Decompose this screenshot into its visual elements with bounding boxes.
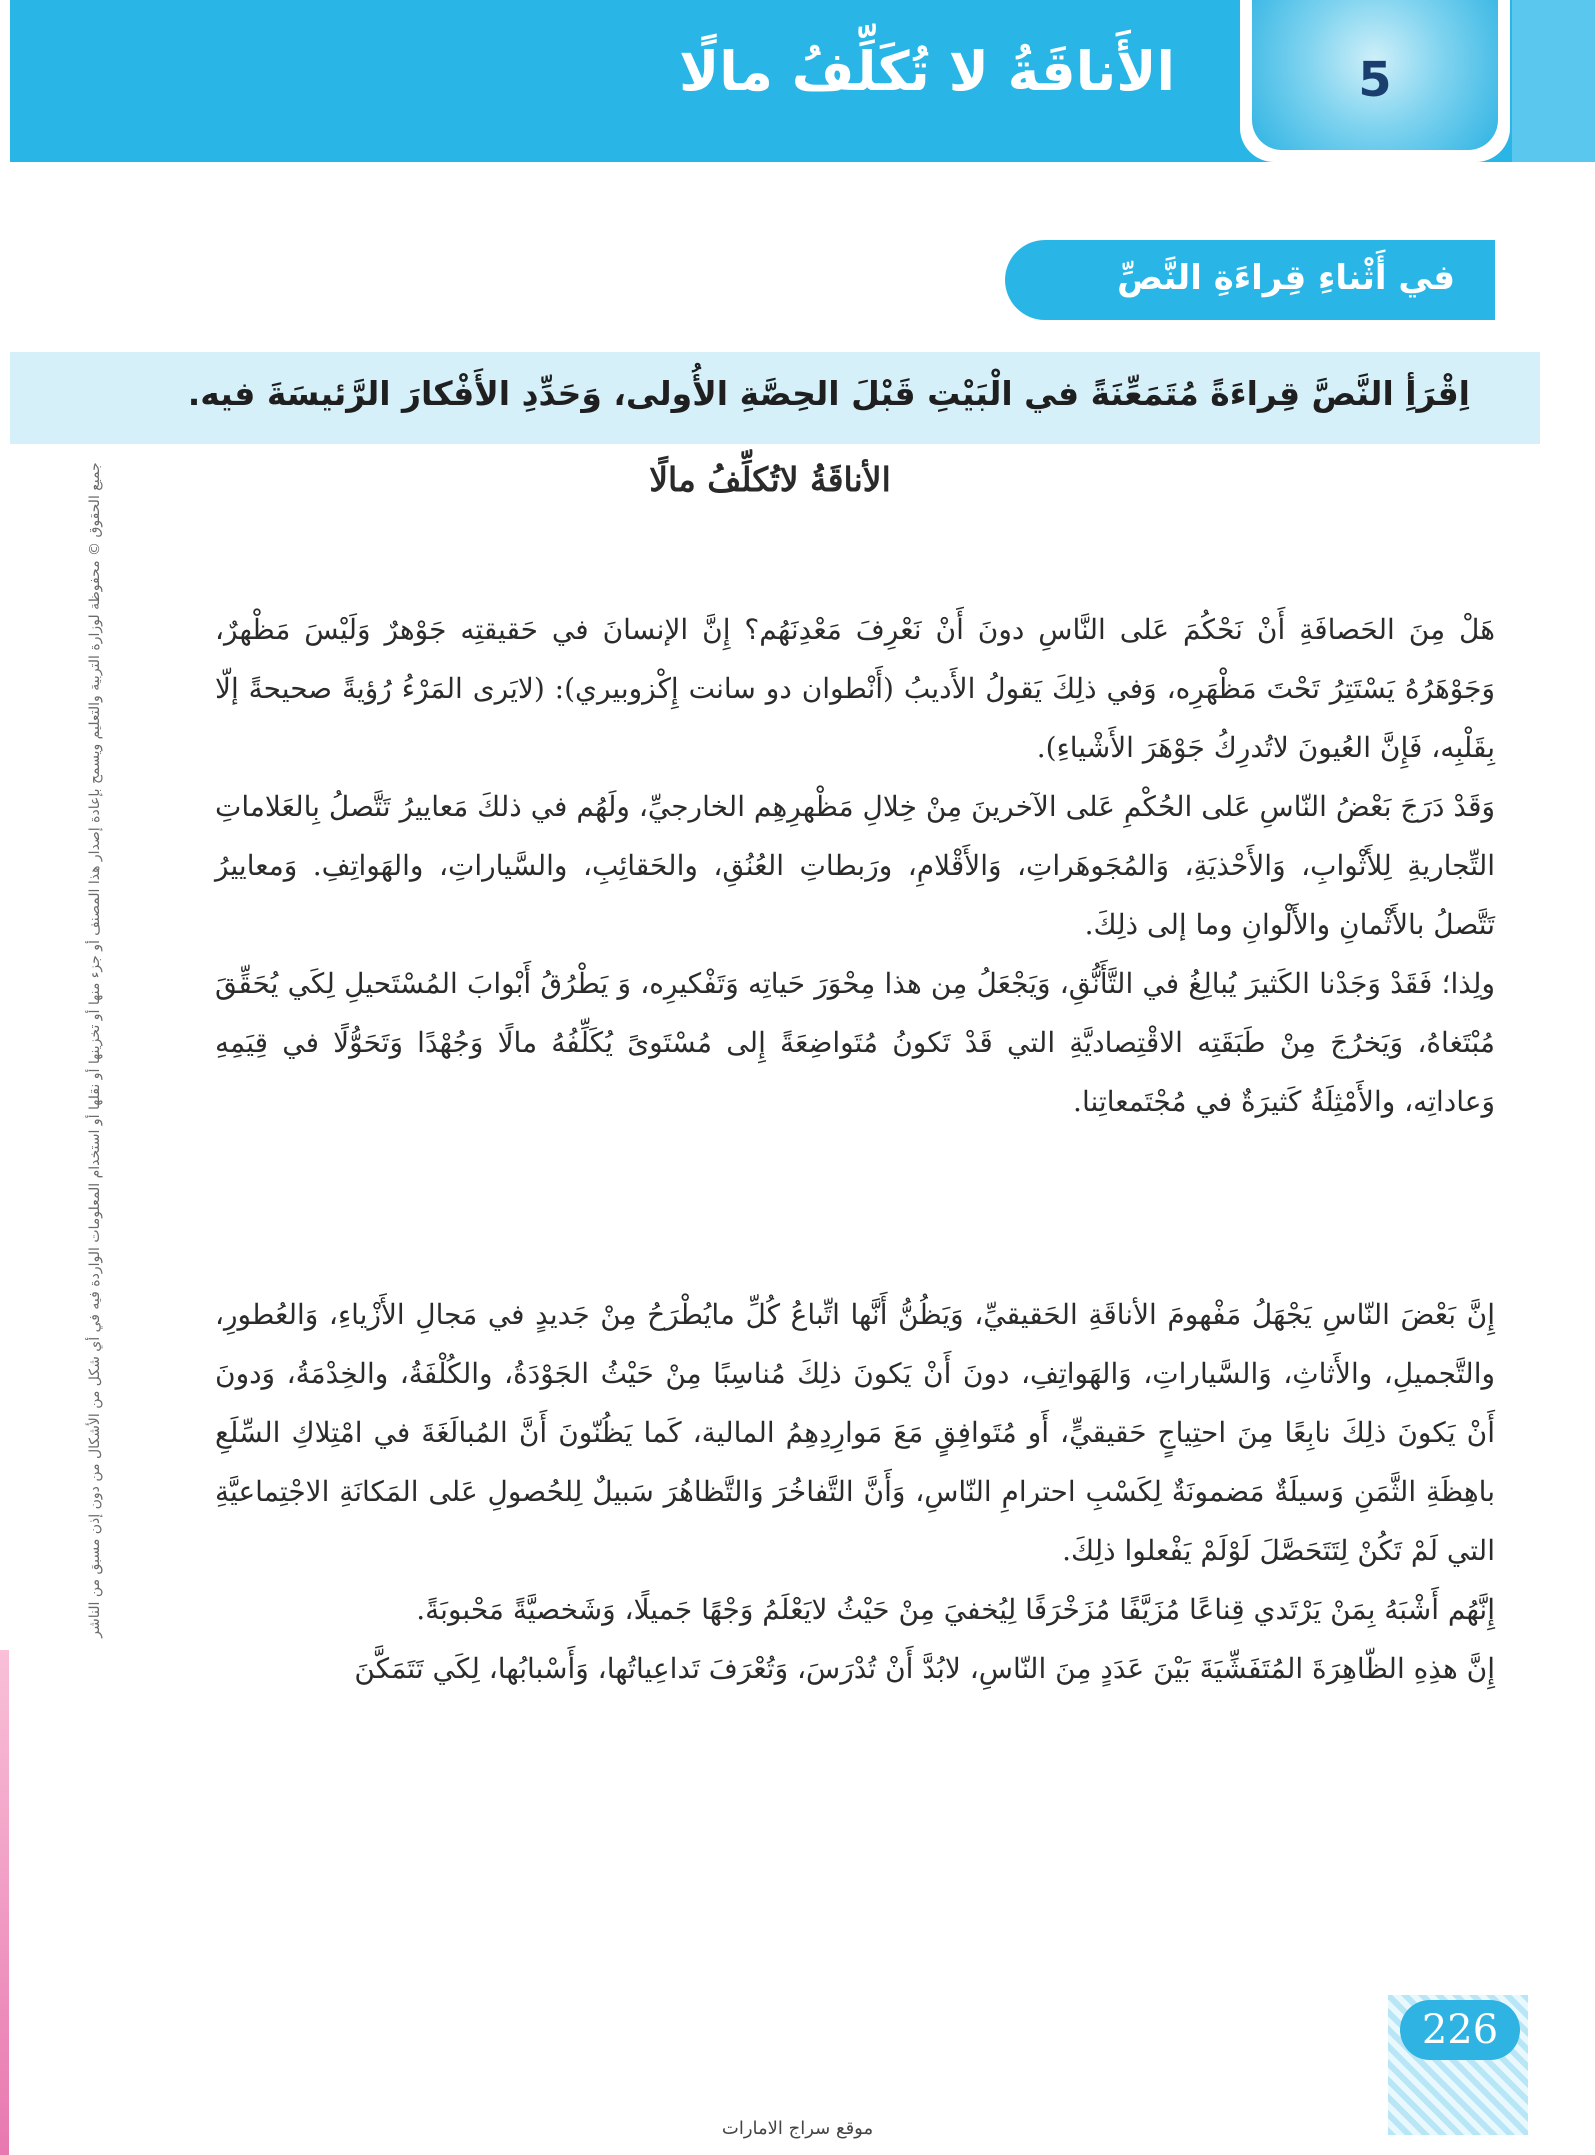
paragraph: إِنَّهُم أَشْبَهُ بِمَنْ يَرْتَدي قِناعًا مُزَيَّفًا مُزَخْرَفًا لِيُخفيَ مِنْ حَيْثُ لايَعْلَمُ وَجْهًا جَميلًا، وَشَخصيَّةً مَحْبوبَةً. (416, 1593, 1495, 1626)
lesson-number-badge (1252, 0, 1498, 150)
paragraph: إِنَّ بَعْضَ النّاسِ يَجْهَلُ مَفْهومَ الأناقَةِ الحَقيقيِّ، وَيَظُنُّ أَنَّها اتِّباعُ كُلِّ مايُطْرَحُ مِنْ جَديدٍ في مَجالِ الأَزْياءِ، وَالعُطورِ، والتَّجميلِ، والأَثاثِ، وَالسَّياراتِ، وَالهَواتِفِ، دونَ أَنْ يَكونَ ذلِكَ مُناسِبًا مِنْ حَيْثُ الجَوْدَةُ، والكُلْفَةُ، والخِدْمَةُ، وَدونَ أَنْ يَكونَ ذلِكَ نابِعًا مِنَ احتِياجٍ حَقيقيٍّ، أَو مُتَوافِقٍ مَعَ مَوارِدِهِمُ المالية، كَما يَظُنّونَ أَنَّ المُبالَغَةَ في امْتِلاكِ السِّلَعِ باهِظَةِ الثَّمَنِ وَسيلَةٌ مَضمونَةٌ لِكَسْبِ احترامِ النّاسِ، وَأَنَّ التَّفاخُرَ وَالتَّظاهُرَ سَبيلٌ لِلحُصولِ عَلى المَكانَةِ الاجْتِماعيَّةِ التي لَمْ تَكُنْ لِتَتَحَصَّلَ لَوْلَمْ يَفْعلوا ذلِكَ. (215, 1298, 1496, 1567)
instruction-text: اِقْرَأِ النَّصَّ قِراءَةً مُتَمَعِّنَةً في الْبَيْتِ قَبْلَ الحِصَّةِ الأُولى، وَحَدِّدِ الأَفْكارَ الرَّئيسَةَ فيه. (187, 374, 1470, 413)
paragraph: وَقَدْ دَرَجَ بَعْضُ النّاسِ عَلى الحُكْمِ عَلى الآخرينَ مِنْ خِلالِ مَظْهرِهِم الخارجيِّ، ولَهُم في ذلكَ مَعاييرُ تَتَّصلُ بِالعَلاماتِ التِّجاريةِ لِلأَثْوابِ، وَالأَحْذيَةِ، وَالمُجَوهَراتِ، وَالأَقْلامِ، ورَبطاتِ العُنُقِ، والحَقائِبِ، والسَّياراتِ، والهَواتِفِ. وَمعاييرُ تَتَّصلُ بالأَثْمانِ والأَلْوانِ وما إلى ذلِكَ. (215, 790, 1495, 941)
paragraph: هَلْ مِنَ الحَصافَةِ أَنْ نَحْكُمَ عَلى النَّاسِ دونَ أَنْ نَعْرِفَ مَعْدِنَهُم؟ إِنَّ الإنسانَ في حَقيقتِه جَوْهرٌ وَلَيْسَ مَظْهرٌ، وَجَوْهَرُهُ يَسْتَتِرُ تَحْتَ مَظْهَرِه، وَفي ذلِكَ يَقولُ الأَديبُ (أَنْطوان دو سانت إِكْزوبيري): (لايَرى المَرْءُ رُؤيةً صحيحةً إلّا بِقَلْبِه، فَإِنَّ العُيونَ لاتُدرِكُ جَوْهَرَ الأَشْياءِ). (215, 613, 1495, 764)
section-heading: في أَثْناءِ قِراءَةِ النَّصِّ (1117, 258, 1455, 298)
reading-text-part-2 (215, 1285, 1495, 1698)
reading-text-part-1 (215, 600, 1495, 1131)
instruction-band (10, 352, 1540, 444)
reading-text-title: الأناقَةُ لاتُكلِّفُ مالًا (649, 460, 891, 499)
copyright-side-note: جميع الحقوق © محفوظة لوزارة التربية والتعليم ويسمح بإعادة إصدار هذا المصنف أو جزء منها أو تخزينها أو نقلها أو استخدام المعلومات الواردة فيه في أي شكل من الأشكال من دون إذن مسبق من الناشر (87, 462, 103, 1638)
section-heading-pill (1005, 240, 1495, 320)
footer-site-name: موقع سراج الامارات (721, 2118, 874, 2139)
pink-edge-strip (0, 1650, 9, 2155)
lesson-number-tab (1240, 0, 1510, 162)
header-left-edge (0, 0, 10, 162)
paragraph: إِنَّ هذِهِ الظّاهِرَةَ المُتَفَشِّيَةَ بَيْنَ عَدَدٍ مِنَ النّاسِ، لابُدَّ أَنْ تُدْرَسَ، وَتُعْرَفَ تَداعِياتُها، وَأَسْبابُها، لِكَي تَتَمَكَّنَ (354, 1652, 1495, 1685)
lesson-number: 5 (1358, 52, 1392, 108)
paragraph: ولِذا؛ فَقَدْ وَجَدْنا الكَثيرَ يُبالِغُ في التَّأَنُّقِ، وَيَجْعَلُ مِن هذا مِحْوَرَ حَياتِه وَتَفْكيرِه، وَ يَطْرُقُ أَبْوابَ المُسْتَحيلِ لِكَي يُحَقِّقَ مُبْتَغاهُ، وَيَخرُجَ مِنْ طَبَقَتِه الاقْتِصاديَّةِ التي قَدْ تَكونُ مُتَواضِعَةً إِلى مُسْتَوىً يُكَلِّفُهُ مالًا وَجُهْدًا وَتَحَوُّلًا في قِيَمِهِ وَعاداتِه، والأَمْثِلَةُ كَثيرَةٌ في مُجْتَمعاتِنا. (215, 967, 1495, 1118)
lesson-title: الأَناقَةُ لا تُكَلِّفُ مالًا (679, 40, 1175, 103)
page-number: 226 (1400, 2000, 1520, 2060)
right-margin (1540, 162, 1595, 2155)
header-right-strip (1512, 0, 1595, 162)
